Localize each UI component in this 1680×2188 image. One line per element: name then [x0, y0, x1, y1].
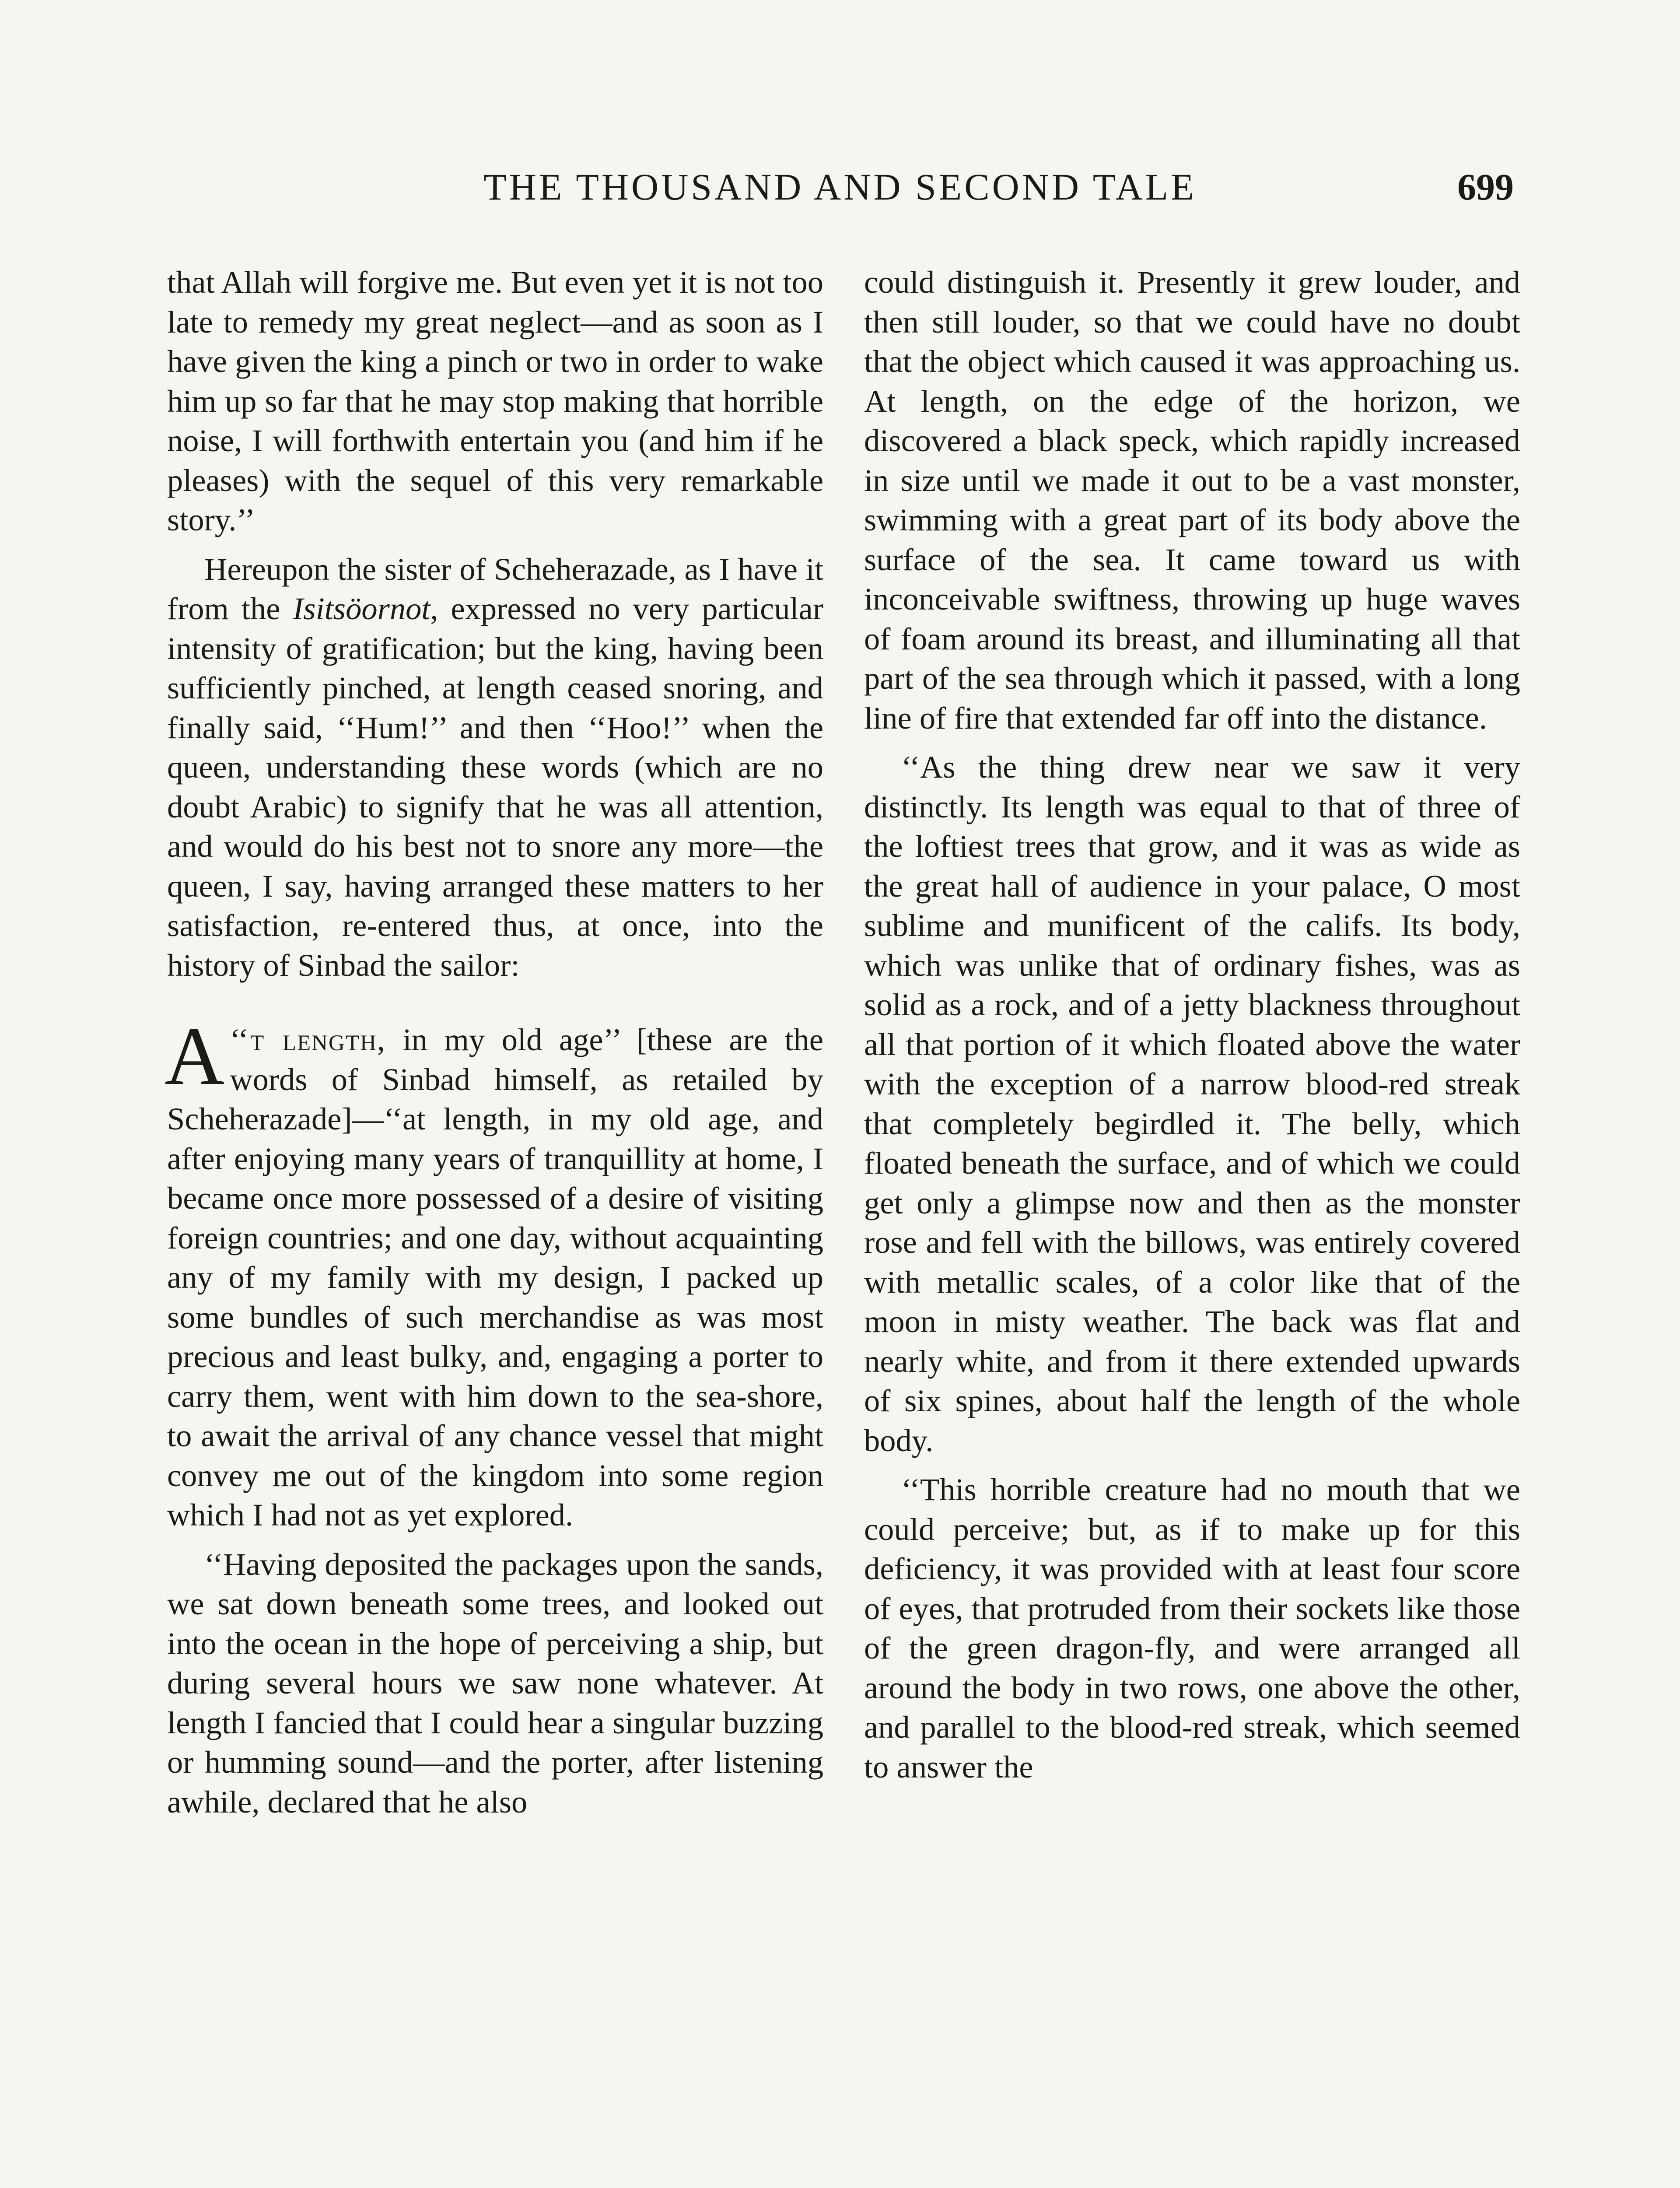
paragraph-at-length — [164, 1010, 823, 1535]
right-column — [864, 263, 1520, 1787]
paragraph-deposited: ‘‘Having deposited the packages upon the sands, we sat down beneath some trees, and looked out into the ocean in the hope of perceiving a ship, but during several hours we saw none whatever. At length I fancied that I could hear a singular buzzing or humming sound—and the porter, after listening awhile, declared that he also — [167, 1546, 823, 1820]
paragraph-text: Hereupon the sister of Scheherazade, as I have it from the — [167, 551, 823, 626]
paragraph-continuation: could distinguish it. Presently it grew louder, and then still louder, so that we could have no doubt that the object which caused it was approaching us. At length, on the edge of the horizon, we discovered a black speck, which rapidly increased in size until we made it out to be a vast monster, swimming with a great part of its body above the surface of the sea. It came toward us with inconceivable swiftness, throwing up huge waves of foam around its breast, and illuminating all that part of the sea through which it passed, with a long line of fire that extended far off into the distance. — [864, 264, 1520, 736]
italic-title: Isitsöornot — [293, 591, 430, 626]
page-number: 699 — [1457, 166, 1514, 208]
paragraph-text: in my old age’’ [these are the words of Sinbad himself, as retailed by Scheherazade]—‘‘at length, in my old age, and after enjoying many years of tranquillity at home, I became once more possessed of a desire of visiting foreign countries; and one day, without acquainting any of my family with my design, I packed up some bundles of such merchandise as was most precious and least bulky, and, engaging a porter to carry them, went with him down to the sea-shore, to await the arrival of any chance vessel that might convey me out of the kingdom into some region which I had not as yet explored. — [167, 1022, 823, 1532]
paragraph-horrible-creature: ‘‘This horrible creature had no mouth that we could perceive; but, as if to make up for this deficiency, it was provided with at least four score of eyes, that protruded from their sockets like those of the green dragon-fly, and were arranged all around the body in two rows, one above the other, and parallel to the blood-red streak, which seemed to answer the — [864, 1472, 1520, 1785]
small-caps-lead: t length, — [250, 1022, 386, 1057]
paragraph-hereupon — [167, 550, 823, 985]
paragraph-text: , expressed no very particular intensity of gratification; but the king, having been sufficiently pinched, at length ceased snoring, and finally said, ‘‘Hum!’’ and then ‘‘Hoo!’’ when the queen, understanding these words (which are no doubt Arabic) to signify that he was all attention, and would do his best not to snore any more—the queen, I say, having arranged these matters to her satisfaction, re-entered thus, at once, into the history of Sinbad the sailor: — [167, 591, 823, 983]
drop-cap: A — [164, 1010, 225, 1102]
paragraph-thing-drew-near: ‘‘As the thing drew near we saw it very distinctly. Its length was equal to that of three of the loftiest trees that grow, and it was as wide as the great hall of audience in your palace, O most sublime and munificent of the califs. Its body, which was unlike that of ordinary fishes, was as solid as a rock, and of a jetty blackness throughout all that portion of it which floated above the water with the exception of a narrow blood-red streak that completely begirdled it. The belly, which floated beneath the surface, and of which we could get only a glimpse now and then as the monster rose and fell with the billows, was entirely covered with metallic scales, of a color like that of the moon in misty weather. The back was flat and nearly white, and from it there extended upwards of six spines, about half the length of the whole body. — [864, 749, 1520, 1458]
paragraph-continuation: that Allah will forgive me. But even yet it is not too late to remedy my great neglect—and as soon as I have given the king a pinch or two in order to wake him up so far that he may stop making that horrible noise, I will forthwith entertain you (and him if he pleases) with the sequel of this very remarkable story.’’ — [167, 264, 823, 537]
opening-quote: ‘‘ — [230, 1022, 249, 1057]
running-head — [166, 163, 1514, 211]
left-column — [164, 263, 823, 1822]
running-title: THE THOUSAND AND SECOND TALE — [483, 166, 1197, 208]
